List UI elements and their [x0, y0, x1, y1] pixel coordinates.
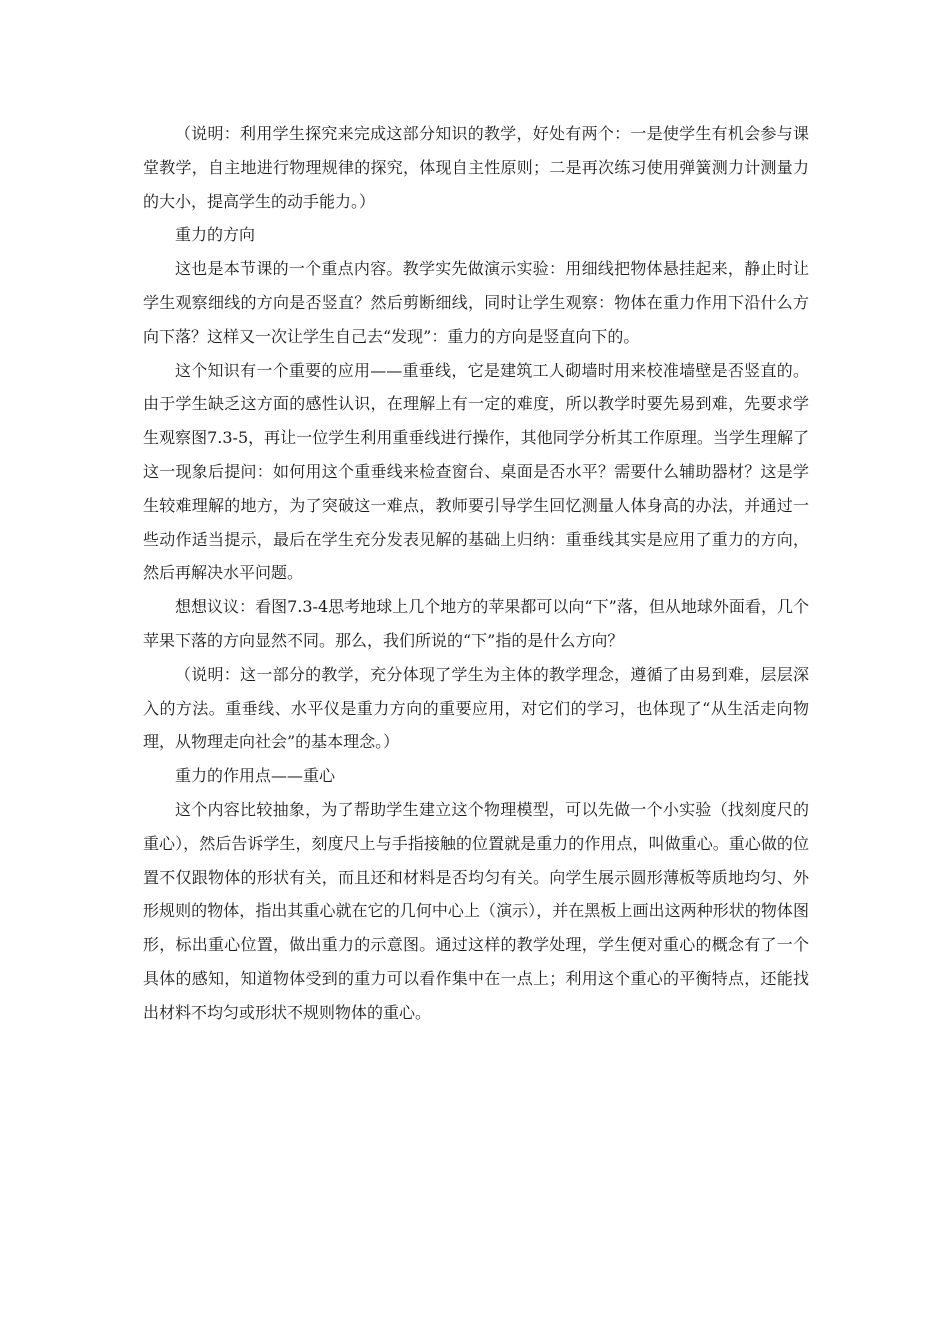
- paragraph-plumb-line: 这个知识有一个重要的应用——重垂线，它是建筑工人砌墙时用来校准墙壁是否竖直的。由于学生缺乏这方面的感性认识，在理解上有一定的难度，所以教学时要先易到难，先要求学生观察图7.3-5，再让一位学生利用重垂线进行操作，其他同学分析其工作原理。当学生理解了这一现象后提问：如何用这个重垂线来检查窗台、桌面是否水平？需要什么辅助器材？这是学生较难理解的地方，为了突破这一难点，教师要引导学生回忆测量人体身高的办法，并通过一些动作适当提示，最后在学生充分发表见解的基础上归纳：重垂线其实是应用了重力的方向，然后再解决水平问题。: [143, 360, 809, 583]
- heading-gravity-direction: 重力的方向: [175, 225, 256, 245]
- paragraph-think-discuss: 想想议议：看图7.3-4思考地球上几个地方的苹果都可以向“下”落，但从地球外面看，几个苹果下落的方向显然不同。那么，我们所说的“下”指的是什么方向？: [143, 597, 809, 650]
- heading-center-of-gravity: 重力的作用点——重心: [175, 766, 336, 786]
- paragraph-center-of-gravity: 这个内容比较抽象，为了帮助学生建立这个物理模型，可以先做一个小实验（找刻度尺的重心），然后告诉学生，刻度尺上与手指接触的位置就是重力的作用点，叫做重心。重心做的位置不仅跟物体的形状有关，而且还和材料是否均匀有关。向学生展示圆形薄板等质地均匀、外形规则的物体，指出其重心就在它的几何中心上（演示），并在黑板上画出这两种形状的物体图形，标出重心位置，做出重力的示意图。通过这样的教学处理，学生便对重心的概念有了一个具体的感知，知道物体受到的重力可以看作集中在一点上；利用这个重心的平衡特点，还能找出材料不均匀或形状不规则物体的重心。: [143, 799, 809, 1022]
- paragraph-note-teaching-concept: （说明：这一部分的教学，充分体现了学生为主体的教学理念，遵循了由易到难，层层深入的方法。重垂线、水平仪是重力方向的重要应用，对它们的学习，也体现了“从生活走向物理，从物理走向社会”的基本理念。）: [143, 664, 809, 752]
- paragraph-demo-experiment: 这也是本节课的一个重点内容。教学实先做演示实验：用细线把物体悬挂起来，静止时让学生观察细线的方向是否竖直？然后剪断细线，同时让学生观察：物体在重力作用下沿什么方向下落？这样又一次让学生自己去“发现”：重力的方向是竖直向下的。: [143, 259, 809, 346]
- document-body: [143, 117, 809, 1030]
- paragraph-note-inquiry: （说明：利用学生探究来完成这部分知识的教学，好处有两个：一是使学生有机会参与课堂教学，自主地进行物理规律的探究，体现自主性原则；二是再次练习使用弹簧测力计测量力的大小，提高学生的动手能力。）: [143, 124, 809, 211]
